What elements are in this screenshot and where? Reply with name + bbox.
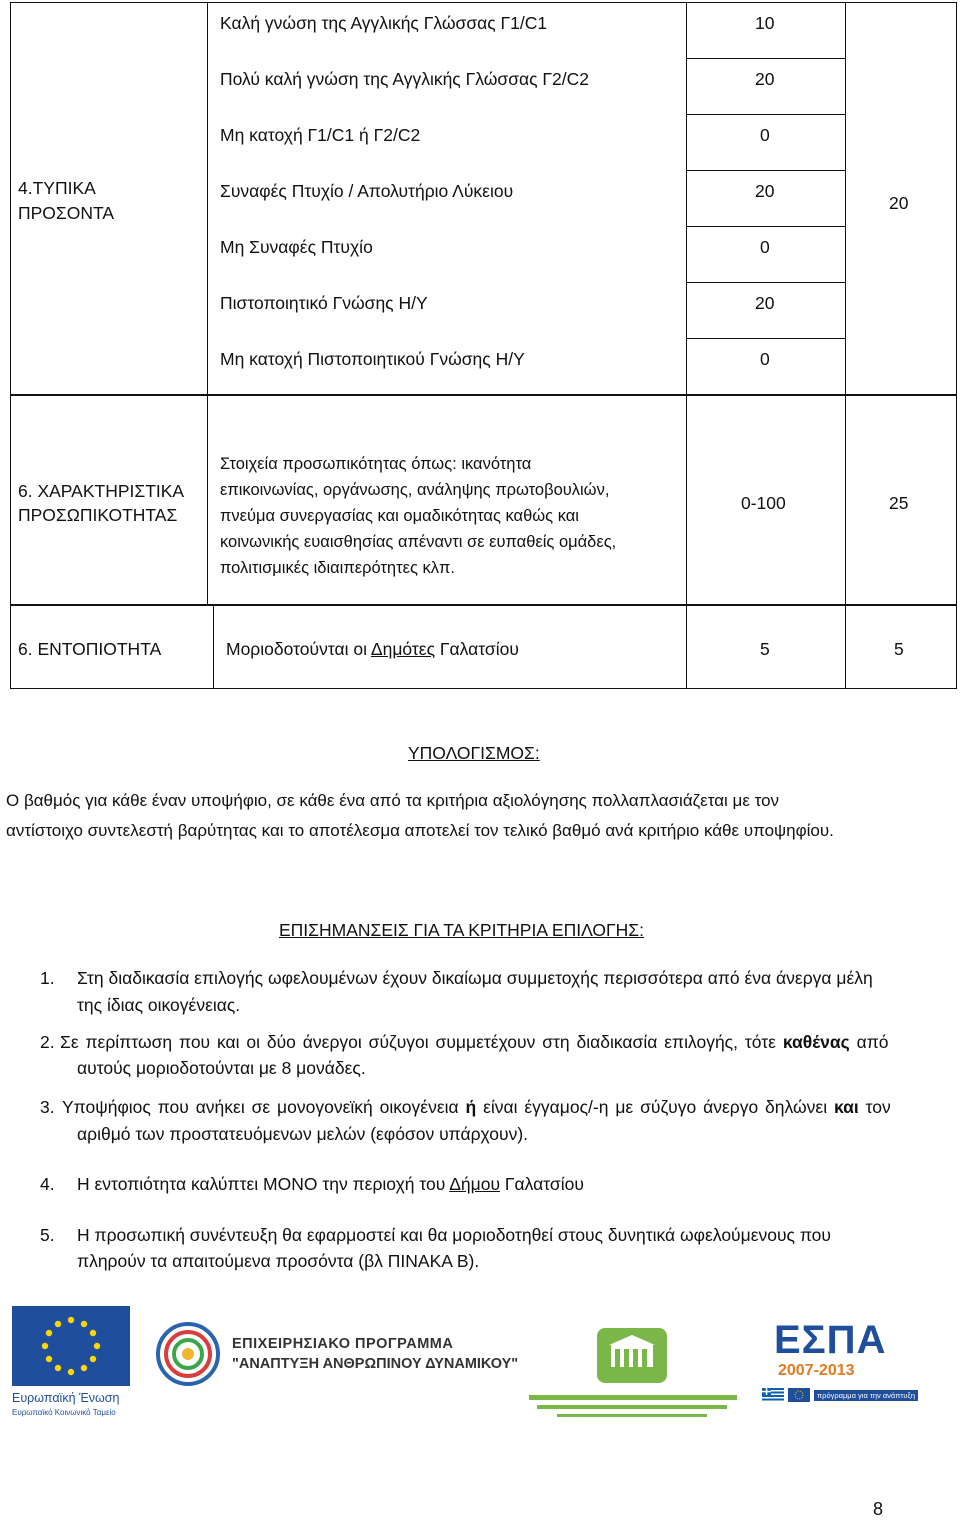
note-text-part: είναι έγγαμος/-η με σύζυγο άνεργο δηλώνει: [476, 1097, 834, 1117]
criterion-points: 20: [755, 293, 775, 313]
notes-heading: ΕΠΙΣΗΜΑΝΣΕΙΣ ΓΙΑ ΤΑ ΚΡΙΤΗΡΙΑ ΕΠΙΛΟΓΗΣ:: [279, 920, 644, 940]
espa-logo: [762, 1318, 916, 1418]
criterion-label: Καλή γνώση της Αγγλικής Γλώσσας Γ1/C1: [220, 13, 548, 33]
greek-flag-icon: [762, 1388, 784, 1402]
programme-title-line2: "ΑΝΑΠΤΥΞΗ ΑΝΘΡΩΠΙΝΟΥ ΔΥΝΑΜΙΚΟΥ": [232, 1356, 519, 1372]
criterion-label: Μη Συναφές Πτυχίο: [220, 237, 373, 257]
description-part: Γαλατσίου: [435, 639, 519, 659]
criterion-points: 0: [760, 125, 770, 145]
note-text: Η προσωπική συνέντευξη θα εφαρμοστεί και θα μοριοδοτηθεί στους δυνητικά ωφελούμενους που: [77, 1225, 831, 1245]
note-text-part: τον: [858, 1097, 891, 1117]
note-text-part: Σε περίπτωση που και οι δύο άνεργοι σύζυγοι συμμετέχουν στη διαδικασία επιλογής, τότε: [60, 1032, 783, 1052]
note-number: 3.: [40, 1097, 55, 1117]
note-text-part: από: [849, 1032, 889, 1052]
national-centre-logo: [527, 1323, 739, 1423]
note-number: 5.: [40, 1225, 55, 1245]
note-number: 1.: [40, 968, 55, 988]
operational-programme-logo: [152, 1318, 519, 1408]
weight-value: 5: [894, 639, 904, 659]
points-range: 0-100: [741, 493, 786, 513]
note-text-underlined: Δήμου: [449, 1174, 501, 1194]
description-underlined: Δημότες: [370, 639, 436, 659]
note-text: [62, 1096, 891, 1118]
note-text: [77, 1173, 584, 1195]
note-text: αριθμό των προστατευόμενων μελών (εφόσον υπάρχουν).: [77, 1124, 529, 1144]
eu-small-flag-icon: [788, 1388, 810, 1402]
note-number: 2.: [40, 1032, 55, 1052]
criterion-label: Πιστοποιητικό Γνώσης Η/Υ: [220, 293, 428, 313]
category-total: 20: [889, 193, 909, 213]
description-line: Στοιχεία προσωπικότητας όπως: ικανότητα: [220, 455, 532, 473]
description-part: Μοριοδοτούνται οι: [226, 639, 371, 659]
calculation-text-line1: Ο βαθμός για κάθε έναν υποψήφιο, σε κάθε ένα από τα κριτήρια αξιολόγησης πολλαπλασιάζεται με τον: [6, 791, 780, 810]
building-icon: [527, 1323, 739, 1423]
category-label-line2: ΠΡΟΣΩΠΙΚΟΤΗΤΑΣ: [18, 505, 178, 525]
points-value: 5: [760, 639, 770, 659]
criterion-label: Συναφές Πτυχίο / Απολυτήριο Λύκειου: [220, 181, 514, 201]
programme-emblem-icon: [152, 1318, 224, 1390]
category-label-line2: ΠΡΟΣΟΝΤΑ: [18, 203, 115, 223]
calculation-text-line2: αντίστοιχο συντελεστή βαρύτητας και το αποτέλεσμα αποτελεί τον τελικό βαθμό ανά κριτήριο κάθε υποψηφίου.: [6, 821, 834, 840]
note-text: πληρούν τα απαιτούμενα προσόντα (βλ ΠΙΝΑΚΑ Β).: [77, 1251, 480, 1271]
eu-logo-title: Ευρωπαϊκή Ένωση: [12, 1391, 120, 1405]
description-line: επικοινωνίας, οργάνωσης, ανάληψης πρωτοβουλιών,: [220, 481, 610, 499]
eu-logo: [12, 1306, 132, 1421]
criterion-label: Μη κατοχή Πιστοποιητικού Γνώσης Η/Υ: [220, 349, 525, 369]
weight-value: 25: [889, 493, 909, 513]
description-line: πνεύμα συνεργασίας και ομαδικότητας καθώς και: [220, 507, 579, 525]
category-label-line1: 4.ΤΥΠΙΚΑ: [18, 178, 96, 198]
category-label-line1: 6. ΧΑΡΑΚΤΗΡΙΣΤΙΚΑ: [18, 481, 185, 501]
eu-flag-icon: [12, 1306, 130, 1386]
calculation-heading: ΥΠΟΛΟΓΙΣΜΟΣ:: [408, 743, 540, 763]
note-text: αυτούς μοριοδοτούνται με 8 μονάδες.: [77, 1058, 366, 1078]
description-line: πολιτισμικές ιδιαιπερότητες κλπ.: [220, 559, 455, 577]
criterion-label: Μη κατοχή Γ1/C1 ή Γ2/C2: [220, 125, 421, 145]
espa-slogan: πρόγραμμα για την ανάπτυξη: [814, 1390, 918, 1401]
eu-logo-subtitle: Ευρωπαϊκό Κοινωνικό Ταμείο: [12, 1408, 116, 1417]
note-number: 4.: [40, 1174, 55, 1194]
note-text-bold: και: [833, 1097, 859, 1117]
category-label: 6. ΕΝΤΟΠΙΟΤΗΤΑ: [18, 639, 162, 659]
note-text: της ίδιας οικογένειας.: [77, 995, 241, 1015]
description-line: κοινωνικής ευαισθησίας απέναντι σε ευπαθείς ομάδες,: [220, 533, 617, 551]
criterion-points: 20: [755, 181, 775, 201]
locality-description: [226, 638, 519, 660]
note-text: [60, 1031, 889, 1053]
criterion-label: Πολύ καλή γνώση της Αγγλικής Γλώσσας Γ2/C2: [220, 69, 590, 89]
note-text-part: Γαλατσίου: [500, 1174, 584, 1194]
note-text-part: Υποψήφιος που ανήκει σε μονογονεϊκή οικογένεια: [62, 1097, 466, 1117]
criterion-points: 20: [755, 69, 775, 89]
espa-title: ΕΣΠΑ: [774, 1318, 887, 1362]
note-text: Στη διαδικασία επιλογής ωφελουμένων έχουν δικαίωμα συμμετοχής περισσότερα από ένα άνεργα μέλη: [77, 968, 873, 988]
criterion-points: 0: [760, 349, 770, 369]
note-text-bold: καθένας: [782, 1032, 850, 1052]
criterion-points: 0: [760, 237, 770, 257]
criterion-points: 10: [755, 13, 775, 33]
programme-title-line1: ΕΠΙΧΕΙΡΗΣΙΑΚΟ ΠΡΟΓΡΑΜΜΑ: [232, 1336, 454, 1352]
espa-years: 2007-2013: [778, 1362, 855, 1379]
note-text-bold: ή: [465, 1097, 477, 1117]
note-text-part: Η εντοπιότητα καλύπτει ΜΟΝΟ την περιοχή του: [77, 1174, 450, 1194]
page-number: 8: [873, 1499, 884, 1519]
